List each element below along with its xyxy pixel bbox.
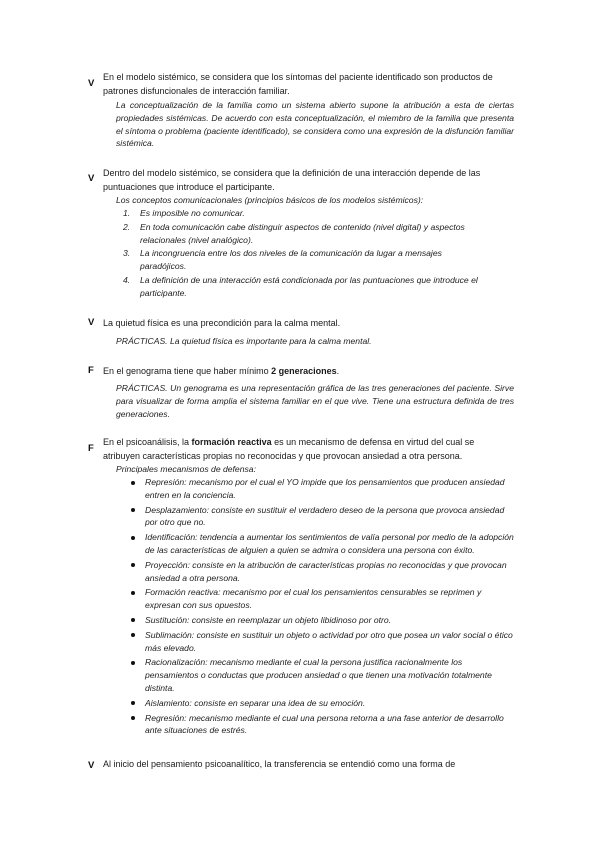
question-statement: La quietud física es una precondición para la calma mental.: [103, 318, 341, 328]
explanation-note: PRÁCTICAS. La quietud física es importante para la calma mental.: [116, 336, 372, 346]
bold-term: formación reactiva: [191, 437, 272, 447]
list-item: 1. Es imposible no comunicar.: [123, 208, 245, 218]
list-item: 2. En toda comunicación cabe distinguir aspectos de contenido (nivel digital) y aspectos relacionales (nivel analógico).: [123, 221, 465, 245]
question-statement: Al inicio del pensamiento psicoanalítico, la transferencia se entendió como una forma de: [103, 759, 456, 769]
explanation-note: PRÁCTICAS. Un genograma es una representación gráfica de las tres generaciones del paciente. Sirve para visualizar de forma amplia el sistema familiar en el que vive. Tiene una estructura definida de tres generaciones.: [116, 383, 514, 419]
list-item: Sublimación: consiste en sustituir un objeto o actividad por otro que posea un valor social o ético más elevado.: [128, 629, 514, 655]
explanation-note: Principales mecanismos de defensa:: [116, 464, 256, 474]
question-statement: En el psicoanálisis, la formación reactiva es un mecanismo de defensa en virtud del cual se atribuyen características propias no reconocidas y que provocan ansiedad a otra persona.: [103, 437, 475, 461]
bullet-list: [128, 476, 514, 739]
answer-mark: V: [88, 317, 95, 328]
list-item: Formación reactiva: mecanismo por el cual los pensamientos censurables se reprimen y expresan con sus opuestos.: [128, 586, 514, 612]
list-item: Aislamiento: consiste en separar una idea de su emoción.: [128, 697, 514, 710]
list-item: Represión: mecanismo por el cual el YO impide que los pensamientos que producen ansiedad entren en la conciencia.: [128, 476, 514, 502]
list-item: Sustitución: consiste en reemplazar un objeto libidinoso por otro.: [128, 614, 514, 627]
answer-mark: V: [88, 173, 95, 184]
question-statement: Dentro del modelo sistémico, se considera que la definición de una interacción depende de las puntuaciones que introduce el participante.: [103, 168, 481, 192]
explanation-note: Los conceptos comunicacionales (principios básicos de los modelos sistémicos):: [116, 195, 424, 205]
question-statement: En el genograma tiene que haber mínimo 2 generaciones.: [103, 366, 340, 376]
numbered-list: [120, 207, 490, 301]
list-item: 4. La definición de una interacción está condicionada por las puntuaciones que introduce el participante.: [123, 274, 478, 298]
answer-mark: V: [88, 78, 95, 89]
list-item: Proyección: consiste en la atribución de características propias no reconocidas y que provocan ansiedad a otra persona.: [128, 559, 514, 585]
list-item: Desplazamiento: consiste en sustituir el verdadero deseo de la persona que provoca ansiedad por otro que no.: [128, 504, 514, 530]
list-item: Identificación: tendencia a aumentar los sentimientos de valía personal por medio de la adopción de las características de alguien a quien se admira o considera una persona con éxito.: [128, 531, 514, 557]
bold-term: 2 generaciones: [271, 366, 337, 376]
explanation-note: La conceptualización de la familia como un sistema abierto supone la atribución a esta de ciertas propiedades sistémicas. De acuerdo con esta conceptualización, el miembro de la familia que presenta el síntoma o problema (paciente identificado), se considera como una expresión de la disfunción familiar sistémica.: [116, 100, 514, 149]
list-item: Racionalización: mecanismo mediante el cual la persona justifica racionalmente los pensamientos o conductas que producen ansiedad o que tienen una motivación totalmente distinta.: [128, 656, 514, 694]
list-item: Regresión: mecanismo mediante el cual una persona retorna a una fase anterior de desarrollo ante situaciones de estrés.: [128, 712, 514, 738]
answer-mark: F: [88, 443, 94, 454]
question-statement: En el modelo sistémico, se considera que los síntomas del paciente identificado son productos de patrones disfuncionales de interacción familiar.: [103, 72, 493, 96]
list-item: 3. La incongruencia entre los dos niveles de la comunicación da lugar a mensajes paradójicos.: [123, 248, 442, 272]
answer-mark: F: [88, 365, 94, 376]
answer-mark: V: [88, 760, 95, 771]
